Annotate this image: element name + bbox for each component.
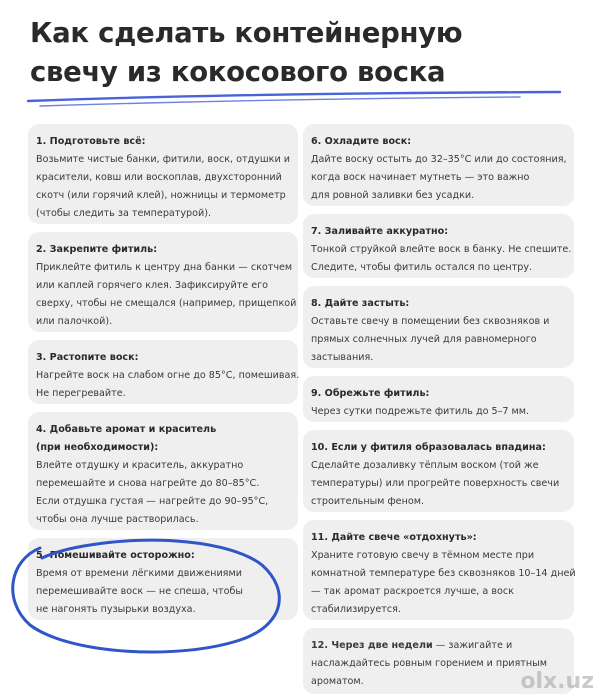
step-card-6 [303, 124, 574, 206]
step-text: Следите, чтобы фитиль остался по центру. [311, 262, 533, 273]
step-text: Приклейте фитиль к центру дна банки — скотчем [36, 262, 293, 273]
step-card-8 [303, 286, 574, 368]
step-heading: 9. Обрежьте фитиль: [311, 388, 430, 399]
step-heading: 7. Заливайте аккуратно: [311, 226, 449, 237]
step-card-1 [28, 124, 298, 224]
step-text: скотч (или горячий клей), ножницы и термометр [36, 190, 286, 201]
watermark: olx.uz [520, 669, 594, 694]
step-heading: 6. Охладите воск: [311, 136, 412, 147]
step-heading: 12. Через две недели [311, 640, 433, 651]
step-text: ароматом. [311, 676, 364, 687]
step-text: стабилизируется. [311, 604, 401, 615]
step-text: Сделайте дозаливку тёплым воском (той же [311, 460, 539, 471]
step-text: температуры) или прогрейте поверхность свечи [311, 478, 560, 489]
title-line-1: Как сделать контейнерную [30, 17, 463, 49]
step-heading: 3. Растопите воск: [36, 352, 139, 363]
step-heading: 2. Закрепите фитиль: [36, 244, 158, 255]
step-text: наслаждайтесь ровным горением и приятным [311, 658, 547, 669]
step-card-9 [303, 376, 574, 422]
step-text: прямых солнечных лучей для равномерного [311, 334, 537, 345]
step-text: Нагрейте воск на слабом огне до 85°C, помешивая. [36, 370, 300, 381]
step-text: Храните готовую свечу в тёмном месте при [311, 550, 535, 561]
step-text: не нагонять пузырьки воздуха. [36, 604, 196, 615]
step-text: Возьмите чистые банки, фитили, воск, отдушки и [36, 154, 290, 165]
step-text: строительным феном. [311, 496, 425, 507]
step-text: Время от времени лёгкими движениями [36, 568, 242, 579]
step-heading-tail: — зажигайте и [432, 640, 513, 651]
step-text: перемешивайте воск — не спеша, чтобы [36, 586, 243, 597]
step-text: (чтобы следить за температурой). [36, 208, 212, 219]
step-text: когда воск начинает мутнеть — это важно [311, 172, 530, 183]
step-heading: 5. Помешивайте осторожно: [36, 550, 195, 561]
step-text: Если отдушка густая — нагрейте до 90–95°C, [36, 496, 269, 507]
step-text: Через сутки подрежьте фитиль до 5–7 мм. [311, 406, 530, 417]
step-text: комнатной температуре без сквозняков 10–14 дней [311, 568, 576, 579]
step-heading-row [311, 637, 566, 655]
title-line-2: свечу из кокосового воска [30, 56, 446, 88]
step-heading: 11. Дайте свече «отдохнуть»: [311, 532, 477, 543]
step-card-10 [303, 430, 574, 512]
step-text: застывания. [311, 352, 374, 363]
step-card-4 [28, 412, 298, 530]
step-text: перемешайте и снова нагрейте до 80–85°C. [36, 478, 260, 489]
step-heading: 1. Подготовьте всё: [36, 136, 146, 147]
step-heading: 8. Дайте застыть: [311, 298, 410, 309]
step-card-3 [28, 340, 298, 404]
step-text: Оставьте свечу в помещении без сквозняков и [311, 316, 550, 327]
step-text: Тонкой струйкой влейте воск в банку. Не спешите. [311, 244, 572, 255]
step-card-5 [28, 538, 298, 620]
step-text: Влейте отдушку и краситель, аккуратно [36, 460, 244, 471]
step-heading-continued: (при необходимости): [36, 442, 159, 453]
step-heading: 4. Добавьте аромат и краситель [36, 424, 217, 435]
step-text: или палочкой). [36, 316, 113, 327]
step-card-2 [28, 232, 298, 332]
step-card-11 [303, 520, 574, 620]
step-text: для ровной заливки без усадки. [311, 190, 475, 201]
page-title [30, 14, 575, 92]
step-card-7 [303, 214, 574, 278]
step-text: красители, ковш или воскоплав, двухсторонний [36, 172, 282, 183]
step-text: сверху, чтобы не смещался (например, прищепкой [36, 298, 297, 309]
step-text: Дайте воску остыть до 32–35°C или до состояния, [311, 154, 567, 165]
step-heading: 10. Если у фитиля образовалась впадина: [311, 442, 546, 453]
step-text: или каплей горячего клея. Зафиксируйте его [36, 280, 269, 291]
step-text: чтобы она лучше растворилась. [36, 514, 199, 525]
step-text: Не перегревайте. [36, 388, 126, 399]
step-text: — так аромат раскроется лучше, а воск [311, 586, 514, 597]
